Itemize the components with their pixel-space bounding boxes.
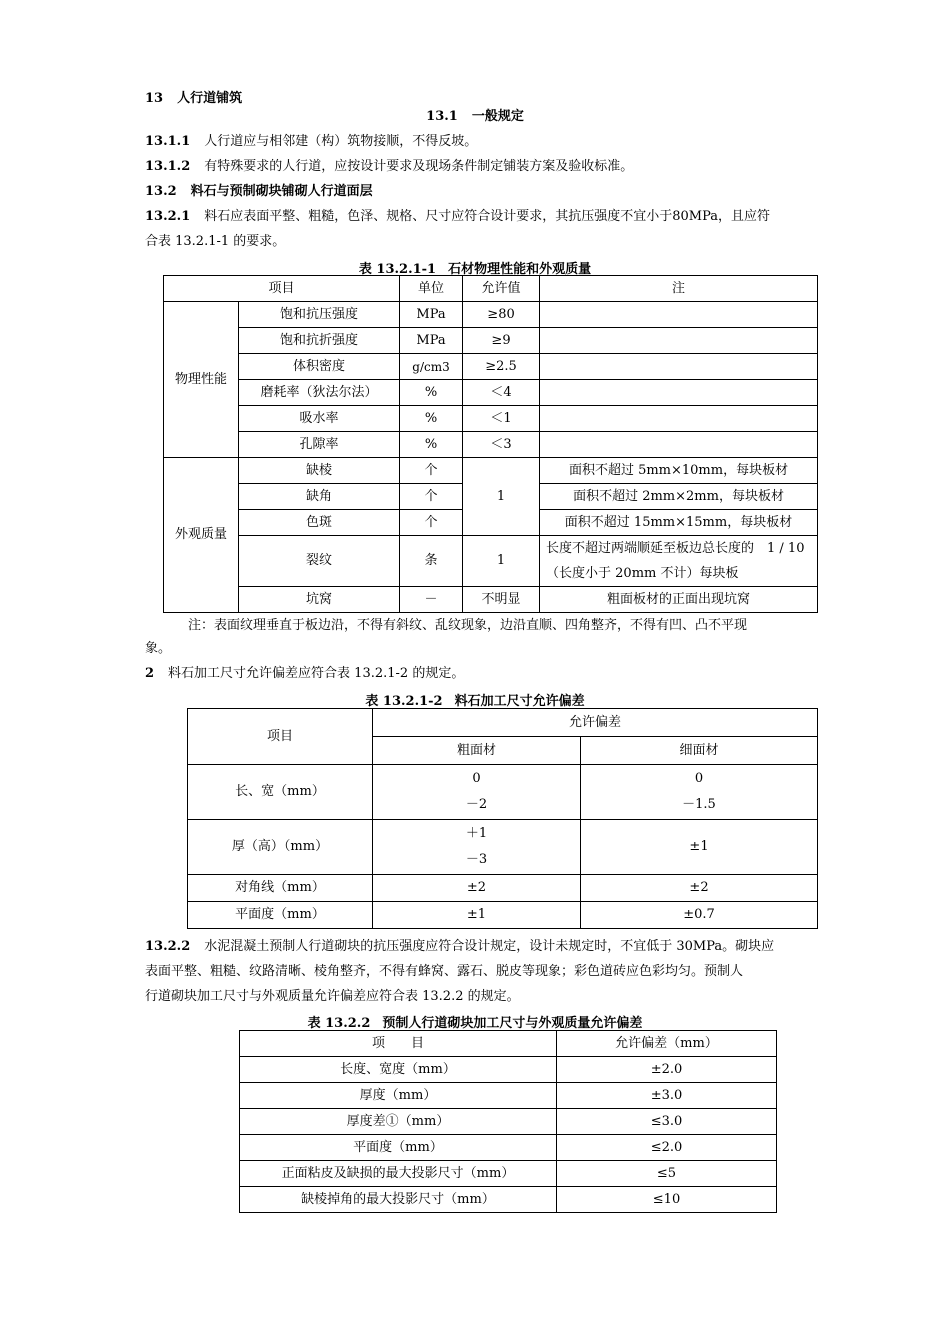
tolerance-upper: 0: [472, 771, 481, 786]
cell-unit: g/cm3: [400, 354, 463, 380]
clause-text: 料石加工尺寸允许偏差应符合表 13.2.1-2 的规定。: [168, 666, 465, 681]
table-row: [164, 328, 818, 354]
paragraph-13-2-1-cont: [145, 230, 285, 254]
table-title: 石材物理性能和外观质量: [448, 262, 592, 277]
cell-value: ≥9: [463, 328, 540, 354]
cell-item: 平面度（mm）: [240, 1135, 557, 1161]
cell-unit: %: [400, 406, 463, 432]
table-row: [164, 587, 818, 613]
paragraph-13-2-2-cont2: [145, 985, 520, 1009]
table-title: 料石加工尺寸允许偏差: [454, 694, 585, 709]
section-number: 13.1: [426, 109, 458, 124]
table-stone-properties: [163, 275, 818, 613]
table-row: [240, 1057, 777, 1083]
cell-item: 体积密度: [239, 354, 400, 380]
note-line-1: 注：表面纹理垂直于板边沿，不得有斜纹、乱纹现象，边沿直顺、四角整齐，不得有凹、凸不平现: [188, 618, 748, 633]
cell-item: 平面度（mm）: [188, 902, 373, 929]
cell-item: 对角线（mm）: [188, 875, 373, 902]
cell-unit: 个: [400, 458, 463, 484]
header-tolerance: 允许偏差: [373, 709, 818, 737]
section-title: 一般规定: [471, 109, 524, 124]
clause-number: 13.2.2: [145, 939, 191, 954]
paragraph-13-2-2-cont: [145, 960, 743, 984]
cell-value: ±2.0: [557, 1057, 777, 1083]
table-row: [240, 1135, 777, 1161]
table-row: [188, 875, 818, 902]
cell-note: [540, 380, 818, 406]
table-row: [240, 1109, 777, 1135]
clause-text: 人行道应与相邻建（构）筑物接顺，不得反坡。: [204, 134, 478, 149]
table-row: [164, 406, 818, 432]
table1-note-cont: [145, 637, 171, 661]
clause-number: 13.1.1: [145, 134, 191, 149]
cell-value: ≥2.5: [463, 354, 540, 380]
cell-note: [540, 328, 818, 354]
table-row: [164, 458, 818, 484]
paragraph-13-1-1: [145, 130, 477, 154]
table-row: [188, 902, 818, 929]
section-heading-13-2: [145, 180, 373, 204]
cell-unit: MPa: [400, 302, 463, 328]
cell-value: 不明显: [463, 587, 540, 613]
clause-number: 13.2.1: [145, 209, 191, 224]
table-title: 预制人行道砌块加工尺寸与外观质量允许偏差: [382, 1016, 643, 1031]
cell-item: 裂纹: [239, 536, 400, 587]
cell-unit: %: [400, 380, 463, 406]
cell-item: 厚（高）（mm）: [188, 820, 373, 875]
cell-value: ≤10: [557, 1187, 777, 1213]
table-header-row: [164, 276, 818, 302]
table-header-row: [188, 709, 818, 737]
clause-number: 13.1.2: [145, 159, 191, 174]
table2-caption: [0, 690, 950, 709]
cell-item: 缺棱掉角的最大投影尺寸（mm）: [240, 1187, 557, 1213]
table-row: [164, 354, 818, 380]
header-item: 项 目: [240, 1031, 557, 1057]
cell-note: [540, 406, 818, 432]
cell-fine: [581, 765, 818, 820]
cell-item: 厚度（mm）: [240, 1083, 557, 1109]
table-row: [188, 820, 818, 875]
cell-value: 1: [463, 458, 540, 536]
table-number: 表 13.2.1-1: [358, 262, 437, 277]
cell-fine: ±1: [581, 820, 818, 875]
cell-note: 面积不超过 5mm×10mm，每块板材: [540, 458, 818, 484]
cell-value: ＜4: [463, 380, 540, 406]
cell-value: ±3.0: [557, 1083, 777, 1109]
tolerance-upper: ＋1: [465, 826, 488, 841]
cell-note: [540, 432, 818, 458]
cell-item: 厚度差①（mm）: [240, 1109, 557, 1135]
cell-fine: ±2: [581, 875, 818, 902]
table3-caption: [0, 1012, 950, 1031]
cell-item: 缺角: [239, 484, 400, 510]
table-row: [188, 765, 818, 820]
cell-note: [540, 354, 818, 380]
section-number: 13.2: [145, 184, 177, 199]
tolerance-lower: －2: [465, 797, 488, 812]
clause-text-line-1: 料石应表面平整、粗糙，色泽、规格、尺寸应符合设计要求，其抗压强度不宜小于80MPa，且应符: [204, 209, 771, 224]
cell-unit: 条: [400, 536, 463, 587]
cell-unit: 个: [400, 510, 463, 536]
clause-text-line-2: 表面平整、粗糙、纹路清晰、棱角整齐，不得有蜂窝、露石、脱皮等现象；彩色道砖应色彩均匀。预制人: [145, 964, 744, 979]
clause-text-line-2: 合表 13.2.1-1 的要求。: [145, 234, 286, 249]
header-fine: 细面材: [581, 737, 818, 765]
cell-value: 1: [463, 536, 540, 587]
table-row: [164, 380, 818, 406]
cell-rough: ±1: [373, 902, 581, 929]
section-heading-13-1: [0, 105, 950, 129]
cell-item: 色斑: [239, 510, 400, 536]
cell-item: 饱和抗压强度: [239, 302, 400, 328]
note-line-2: 象。: [145, 641, 172, 656]
clause-text-line-3: 行道砌块加工尺寸与外观质量允许偏差应符合表 13.2.2 的规定。: [145, 989, 520, 1004]
table-header-row: [240, 1031, 777, 1057]
cell-rough: [373, 820, 581, 875]
section-title: 料石与预制砌块铺砌人行道面层: [190, 184, 373, 199]
cell-note: 面积不超过 2mm×2mm，每块板材: [540, 484, 818, 510]
cell-value: ＜3: [463, 432, 540, 458]
tolerance-upper: 0: [694, 771, 704, 786]
cell-item: 孔隙率: [239, 432, 400, 458]
header-item: 项目: [188, 709, 373, 765]
group-label-physical: 物理性能: [164, 302, 239, 458]
cell-note: 面积不超过 15mm×15mm，每块板材: [540, 510, 818, 536]
tolerance-lower: －1.5: [682, 797, 716, 812]
table1-note: [188, 614, 747, 638]
header-tolerance: 允许偏差（mm）: [557, 1031, 777, 1057]
cell-unit: MPa: [400, 328, 463, 354]
cell-rough: [373, 765, 581, 820]
cell-unit: %: [400, 432, 463, 458]
chapter-title: 人行道铺筑: [177, 91, 243, 106]
paragraph-13-2-1: [145, 205, 770, 229]
cell-note: 长度不超过两端顺延至板边总长度的 1 / 10（长度小于 20mm 不计）每块板: [540, 536, 818, 587]
table-stone-tolerance: [187, 708, 818, 929]
table-row: [240, 1187, 777, 1213]
clause-item-2: [145, 662, 464, 686]
cell-rough: ±2: [373, 875, 581, 902]
cell-item: 缺棱: [239, 458, 400, 484]
cell-value: ≤3.0: [557, 1109, 777, 1135]
header-value: 允许值: [463, 276, 540, 302]
table-row: [164, 302, 818, 328]
cell-item: 磨耗率（狄法尔法）: [239, 380, 400, 406]
cell-note: [540, 302, 818, 328]
paragraph-13-2-2: [145, 935, 774, 959]
table-row: [240, 1083, 777, 1109]
cell-value: ≤5: [557, 1161, 777, 1187]
cell-unit: －: [400, 587, 463, 613]
cell-fine: ±0.7: [581, 902, 818, 929]
header-unit: 单位: [400, 276, 463, 302]
cell-value: ≤2.0: [557, 1135, 777, 1161]
table-row: [164, 432, 818, 458]
header-item: 项目: [164, 276, 400, 302]
cell-item: 长、宽（mm）: [188, 765, 373, 820]
tolerance-lower: －3: [465, 852, 488, 867]
cell-item: 吸水率: [239, 406, 400, 432]
group-label-appearance: 外观质量: [164, 458, 239, 613]
chapter-number: 13: [145, 91, 164, 106]
table-number: 表 13.2.2: [307, 1016, 371, 1031]
table-block-tolerance: [239, 1030, 777, 1213]
cell-item: 坑窝: [239, 587, 400, 613]
clause-text: 有特殊要求的人行道，应按设计要求及现场条件制定铺装方案及验收标准。: [204, 159, 634, 174]
table-number: 表 13.2.1-2: [365, 694, 443, 709]
cell-item: 正面粘皮及缺损的最大投影尺寸（mm）: [240, 1161, 557, 1187]
header-note: 注: [540, 276, 818, 302]
table-row: [164, 536, 818, 587]
cell-value: ≥80: [463, 302, 540, 328]
paragraph-13-1-2: [145, 155, 633, 179]
cell-item: 长度、宽度（mm）: [240, 1057, 557, 1083]
clause-text-line-1: 水泥混凝土预制人行道砌块的抗压强度应符合设计规定，设计未规定时，不宜低于 30MPa。砌块应: [204, 939, 775, 954]
cell-value: ＜1: [463, 406, 540, 432]
header-rough: 粗面材: [373, 737, 581, 765]
clause-number: 2: [145, 666, 155, 681]
cell-item: 饱和抗折强度: [239, 328, 400, 354]
cell-note: 粗面板材的正面出现坑窝: [540, 587, 818, 613]
cell-unit: 个: [400, 484, 463, 510]
table-row: [240, 1161, 777, 1187]
